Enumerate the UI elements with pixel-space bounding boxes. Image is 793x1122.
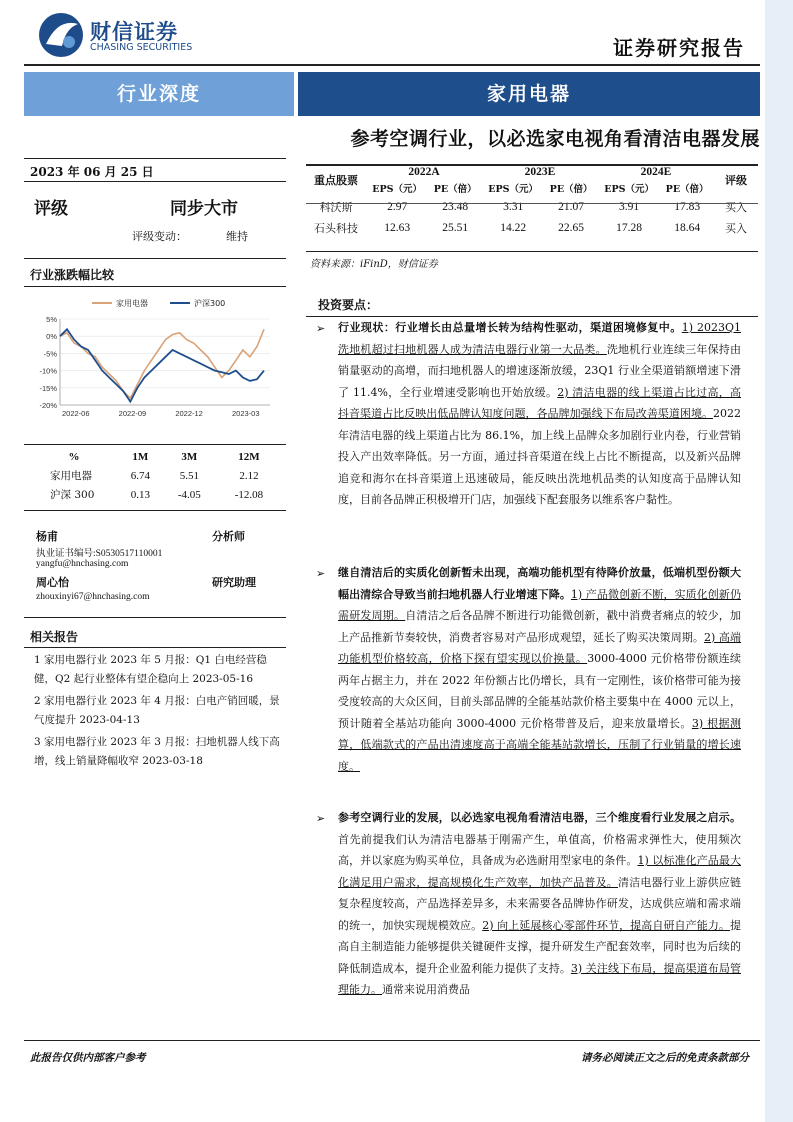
table-cell: 3.31: [503, 200, 524, 213]
underlined-point: 3) 根据测算，低端款式的产品出清速度高于高端全能基站款增长，压制了行业销量的增长速度。: [338, 716, 741, 773]
banner-industry: 家用电器: [298, 72, 760, 116]
underlined-point: 1) 2023Q1 洗地机超过扫地机器人成为清洁电器行业第一大品类。: [338, 321, 741, 356]
company-name-cn: 财信证券: [90, 20, 178, 44]
table-row: [30, 466, 282, 485]
underlined-point: 2) 清洁电器的线上渠道占比过高，高抖音渠道占比反映出低品牌认知度问题，各品牌加强线下布局改善渠道困境。: [338, 385, 741, 420]
paragraph-text: 清洁电器行业上游供应链复杂程度较高，产品选择差异多，未来需要各品牌协作研发，达成供应端和需求端的统一，加快实现规模效应。: [338, 875, 741, 932]
table-row: [306, 196, 758, 217]
underlined-point: 2) 高端功能机型价格较高，价格下探有望实现以价换量。: [338, 630, 742, 665]
banner-report-category: 行业深度: [24, 72, 294, 116]
investment-paragraph: [338, 562, 741, 777]
table-cell: 21.07: [558, 200, 585, 213]
left-divider: [24, 510, 286, 511]
y-tick-label: -20%: [39, 401, 57, 410]
related-report-item: 3 家用电器行业 2023 年 3 月报：扫地机器人线下高增，线上销量降幅收窄 2023-03-18: [34, 736, 280, 767]
table-cell: 22.65: [558, 221, 585, 234]
table-row: [30, 485, 282, 504]
year-header: 2024E: [640, 166, 672, 178]
y-tick-label: 0%: [46, 332, 57, 342]
underlined-point: 1) 产品微创新不断，实质化创新仍需研发周期。: [338, 587, 741, 622]
related-report-item: 1 家用电器行业 2023 年 5 月报：Q1 白电经营稳健，Q2 起行业整体有望企稳向上 2023-05-16: [34, 654, 267, 685]
left-divider: [24, 158, 286, 159]
left-divider: [24, 444, 286, 445]
side-strip: [765, 0, 793, 1122]
stock-name: 科沃斯: [319, 200, 353, 214]
paragraph-heading: 继自清洁后的实质化创新暂未出现，高端功能机型有待降价放量，低端机型份额大幅出清综合导致当前扫地机器人行业增速下降。: [338, 566, 741, 601]
table-cell: -4.05: [177, 488, 201, 501]
investment-paragraph: [338, 317, 741, 511]
y-tick-label: -15%: [39, 383, 57, 393]
stock-name: 石头科技: [314, 221, 358, 235]
left-divider: [24, 258, 286, 259]
analyst-role: 研究助理: [212, 576, 256, 589]
data-source: 资料来源：iFinD，财信证券: [310, 259, 438, 270]
report-headline: 参考空调行业，以必选家电视角看清洁电器发展: [350, 128, 760, 150]
series-line-csi300: [60, 329, 264, 401]
paragraph-text: 3000-4000 元价格带份额连续两年占据主力，并在 2022 年份额占比仍增长，具有一定刚性，该价格带可能为接受度较高的大众区间，目前头部品牌的全能基站款价格主要集中在 4000 元以上，预计随着全基站功能向 3000-4000 元价格带普及后，迎来放量增长。: [338, 652, 742, 730]
table-header-cell: 3M: [181, 450, 198, 463]
table-cell: 23.48: [442, 200, 469, 213]
key-stocks-table: [306, 164, 758, 238]
related-reports-title: 相关报告: [30, 630, 79, 644]
y-tick-label: -5%: [43, 349, 57, 359]
table-cell: 0.13: [130, 488, 150, 501]
subheader-cell: PE（倍）: [549, 184, 593, 195]
performance-section-title: 行业涨跌幅比较: [30, 268, 115, 282]
analyst-role: 分析师: [212, 530, 245, 543]
subheader-cell: EPS（元）: [488, 184, 538, 195]
analyst-name: 周心怡: [36, 576, 69, 589]
y-tick-label: 5%: [46, 315, 57, 324]
stock-rating: 买入: [725, 200, 747, 214]
left-divider: [24, 286, 286, 287]
subheader-cell: EPS（元）: [604, 184, 654, 195]
table-cell: 6.74: [130, 469, 150, 482]
footer-rule: [24, 1040, 760, 1041]
paragraph-text: 首先前提我们认为清洁电器基于刚需产生，单值高，价格需求弹性大，使用频次高，并以家庭为购买单位，具备成为必选耐用型家电的条件。: [338, 832, 741, 867]
analyst-email: yangfu@hnchasing.com: [36, 559, 129, 569]
left-divider: [24, 647, 286, 648]
analyst-name: 杨甫: [36, 530, 58, 543]
year-header: 2022A: [408, 166, 440, 178]
related-report-item: 2 家用电器行业 2023 年 4 月报：白电产销回暖，景气度提升 2023-04-13: [34, 695, 280, 726]
y-tick-label: -10%: [39, 366, 57, 376]
header-divider: [24, 64, 760, 66]
table-cell: 14.22: [500, 221, 527, 234]
table-cell: 17.28: [616, 221, 643, 234]
eps-table-mid-rule: [306, 203, 758, 204]
table-subheader-row: [306, 180, 758, 196]
paragraph-heading: 参考空调行业的发展，以必选家电视角看清洁电器，三个维度看行业发展之启示。: [338, 811, 741, 824]
performance-table: [30, 447, 282, 504]
bullet-arrow-icon: ➢: [316, 567, 326, 580]
table-header-cell: %: [68, 450, 80, 463]
paragraph-heading: 行业现状：行业增长由总量增长转为结构性驱动，渠道困境修复中。: [338, 321, 682, 334]
eps-table-bottom-rule: [306, 251, 758, 252]
investment-paragraph: [338, 807, 741, 1001]
rating-change-label: 评级变动：: [132, 230, 187, 243]
table-cell: 2.12: [239, 469, 259, 482]
report-type: 证券研究报告: [613, 36, 745, 60]
x-tick-label: 2022-06: [62, 409, 90, 418]
table-cell: 12.63: [384, 221, 411, 234]
table-cell: 沪深 300: [50, 489, 95, 501]
table-cell: -12.08: [234, 488, 264, 501]
logo-mark-icon: [36, 10, 86, 60]
paragraph-text: 洗地机行业连续三年保持由销量驱动的高增，而扫地机器人的增速逐渐放缓，23Q1 行业全渠道销额增速下滑了 11.4%，全行业增速受影响也开始放缓。: [338, 342, 742, 399]
stock-rating: 买入: [725, 221, 747, 235]
footer-disclaimer-left: 此报告仅供内部客户参考: [30, 1052, 146, 1064]
year-header: 2023E: [524, 166, 556, 178]
rating-label: 评级: [34, 199, 68, 219]
table-header-row: [306, 164, 758, 180]
table-header-cell: 12M: [238, 450, 260, 463]
table-cell: 2.97: [387, 200, 408, 213]
table-cell: 5.51: [179, 469, 199, 482]
key-stocks-header: 重点股票: [314, 174, 358, 187]
company-logo: [36, 10, 196, 62]
investment-points-title: 投资要点：: [318, 298, 379, 312]
bullet-arrow-icon: ➢: [316, 812, 326, 825]
performance-line-chart: [30, 293, 278, 425]
subheader-cell: PE（倍）: [433, 184, 477, 195]
table-header-cell: 1M: [132, 450, 149, 463]
underlined-point: 3) 关注线下布局，提高渠道布局管理能力。: [338, 961, 741, 996]
left-divider: [24, 617, 286, 618]
table-cell: 25.51: [442, 221, 469, 234]
x-tick-label: 2022-09: [118, 409, 147, 418]
x-tick-label: 2023-03: [232, 409, 260, 418]
rating-column-header: 评级: [725, 174, 747, 187]
footer-disclaimer-right: 请务必阅读正文之后的免责条款部分: [581, 1052, 749, 1064]
analyst-email: zhouxinyi67@hnchasing.com: [36, 592, 150, 602]
table-cell: 17.83: [674, 200, 701, 213]
x-tick-label: 2022-12: [175, 409, 203, 418]
bullet-arrow-icon: ➢: [316, 322, 326, 335]
table-row: [306, 217, 758, 238]
subheader-cell: PE（倍）: [665, 184, 709, 195]
underlined-point: 2) 向上延展核心零部件环节，提高自研自产能力。: [482, 918, 731, 932]
subheader-cell: EPS（元）: [372, 184, 423, 195]
report-date: 2023 年 06 月 25 日: [30, 165, 154, 179]
paragraph-text: 通常来说用消费品: [382, 983, 470, 996]
table-cell: 家用电器: [50, 470, 92, 482]
rating-change-value: 维持: [226, 230, 248, 243]
underlined-point: 1) 以标准化产品最大化满足用户需求，提高规模化生产效率，加快产品普及。: [338, 854, 741, 889]
paragraph-text: 提高自主制造能力能够提供关键硬件支撑，提升研发生产配套效率，同时也为后续的降低制造成本，提升企业盈利能力提供了支持。: [338, 918, 742, 975]
legend-label: 沪深300: [194, 299, 226, 308]
rating-value: 同步大市: [170, 199, 238, 219]
table-cell: 3.91: [619, 200, 640, 213]
company-name-en: CHASING SECURITIES: [90, 42, 193, 53]
left-divider: [24, 181, 286, 182]
analyst-cert: 执业证书编号:S0530517110001: [36, 549, 163, 559]
legend-label: 家用电器: [116, 299, 148, 308]
table-cell: 18.64: [674, 221, 701, 234]
paragraph-text: 自清洁之后各品牌不断进行功能微创新，戳中消费者痛点的较少，加上产品推新节奏较快，消费者容易对产品形成观望，延长了购买决策周期。: [338, 609, 742, 644]
paragraph-text: 2022 年清洁电器的线上渠道占比为 86.1%，加上线上品牌众多加剧行业内卷，行业营销投入产出效率降低。另一方面，通过抖音渠道在线上占比不断提高，以及新兴品牌追竞和海尔在抖音渠道上迅速破局，能反映出洗地机品类的认知度高于品牌认知度，目前各品牌正积极增开门店，加强线下配套服务以维系客户黏性。: [338, 407, 741, 506]
table-header-row: [30, 447, 282, 466]
